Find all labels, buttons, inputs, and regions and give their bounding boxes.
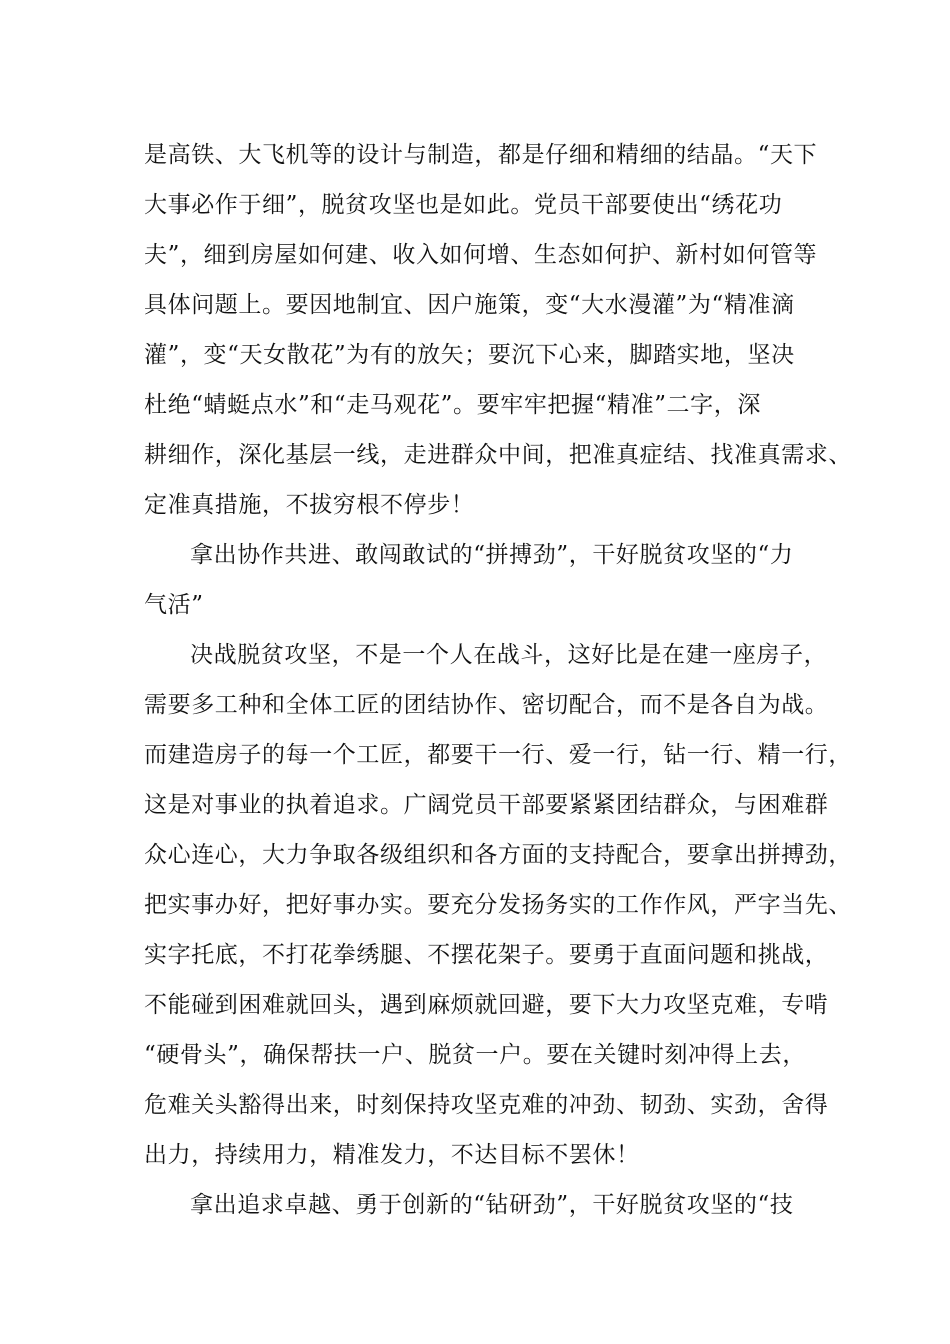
text-line: 危难关头豁得出来，时刻保持攻坚克难的冲劲、韧劲、实劲，舍得	[144, 1092, 829, 1118]
text-line: 出力，持续用力，精准发力，不达目标不罢休！	[144, 1142, 640, 1168]
text-line: 实字托底，不打花拳绣腿、不摆花架子。要勇于直面问题和挑战，	[144, 942, 829, 968]
text-line: “硬骨头”，确保帮扶一户、脱贫一户。要在关键时刻冲得上去，	[144, 1042, 806, 1068]
text-line: 杜绝“蜻蜓点水”和“走马观花”。要牢牢把握“精准”二字，深	[144, 392, 761, 418]
text-line: 定准真措施，不拔穷根不停步！	[144, 492, 475, 518]
text-line: 耕细作，深化基层一线，走进群众中间，把准真症结、找准真需求、	[144, 442, 852, 468]
text-line: 把实事办好，把好事办实。要充分发扬务实的工作作风，严字当先、	[144, 892, 852, 918]
text-line: 而建造房子的每一个工匠，都要干一行、爱一行，钻一行、精一行，	[144, 742, 852, 768]
text-line: 大事必作于细”，脱贫攻坚也是如此。党员干部要使出“绣花功	[144, 192, 783, 218]
text-line: 需要多工种和全体工匠的团结协作、密切配合，而不是各自为战。	[144, 692, 829, 718]
text-line: 灌”，变“天女散花”为有的放矢；要沉下心来，脚踏实地，坚决	[144, 342, 795, 368]
text-line: 决战脱贫攻坚，不是一个人在战斗，这好比是在建一座房子，	[190, 642, 828, 668]
text-line: 不能碰到困难就回头，遇到麻烦就回避，要下大力攻坚克难，专啃	[144, 992, 829, 1018]
text-line: 具体问题上。要因地制宜、因户施策，变“大水漫灌”为“精准滴	[144, 292, 795, 318]
section-heading-line: 拿出协作共进、敢闯敢试的“拼搏劲”，干好脱贫攻坚的“力	[190, 542, 794, 568]
section-heading-line: 拿出追求卓越、勇于创新的“钻研劲”，干好脱贫攻坚的“技	[190, 1192, 794, 1218]
text-line: 众心连心，大力争取各级组织和各方面的支持配合，要拿出拼搏劲，	[144, 842, 852, 868]
text-line: 夫”，细到房屋如何建、收入如何增、生态如何护、新村如何管等	[144, 242, 818, 268]
text-line: 这是对事业的执着追求。广阔党员干部要紧紧团结群众，与困难群	[144, 792, 829, 818]
text-line: 是高铁、大飞机等的设计与制造，都是仔细和精细的结晶。“天下	[144, 142, 818, 168]
section-heading-line: 气活”	[144, 592, 204, 618]
